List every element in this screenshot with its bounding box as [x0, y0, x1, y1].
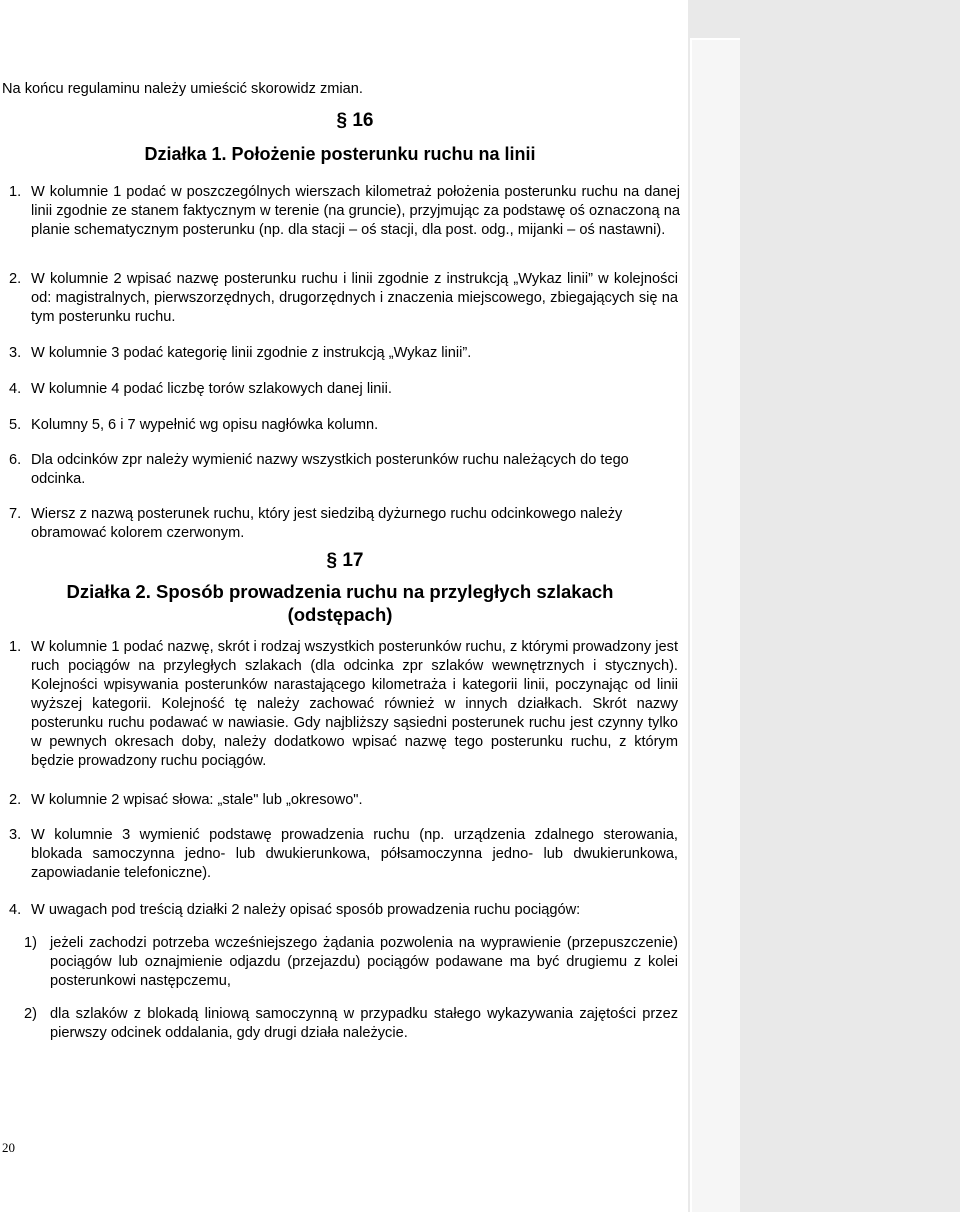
item-number: 4. — [9, 381, 22, 397]
item-text: W kolumnie 4 podać liczbę torów szlakowych danej linii. — [31, 381, 392, 397]
item-number: 1. — [9, 639, 22, 655]
section-17-sign: § 17 — [326, 550, 364, 571]
comment-pane-edge — [690, 38, 740, 1212]
item-number: 6. — [9, 452, 22, 468]
item-text: W kolumnie 2 wpisać nazwę posterunku ruchu i linii zgodnie z instrukcją „Wykaz linii” w kolejności od: magistralnych, pierwszorzędnych, drugorzędnych i znaczenia miejscowego, zbiegających się na tym posterunku ruchu. — [31, 271, 678, 325]
item-text: W kolumnie 2 wpisać słowa: „stale" lub „okresowo". — [31, 792, 363, 808]
page-number: 20 — [2, 1140, 15, 1155]
item-number: 4. — [9, 902, 22, 918]
section-17-heading-line-1: Działka 2. Sposób prowadzenia ruchu na przyległych szlakach — [66, 581, 614, 602]
item-number: 1. — [9, 184, 22, 200]
item-number: 2. — [9, 271, 22, 287]
item-text: Kolumny 5, 6 i 7 wypełnić wg opisu nagłówka kolumn. — [31, 417, 379, 433]
item-number: 2. — [9, 792, 22, 808]
subitem-number: 2) — [24, 1006, 37, 1022]
item-number: 5. — [9, 417, 22, 433]
item-number: 7. — [9, 506, 22, 522]
item-text: W kolumnie 3 wymienić podstawę prowadzenia ruchu (np. urządzenia zdalnego sterowania, blokada samoczynna jedno- lub dwukierunkowa, półsamoczynna jedno- lub dwukierunkowa, zapowiadanie telefoniczne). — [31, 827, 678, 881]
subitem-number: 1) — [24, 935, 37, 951]
section-16-sign: § 16 — [336, 110, 374, 131]
section-17-heading-line-2: (odstępach) — [287, 604, 393, 625]
item-number: 3. — [9, 345, 22, 361]
intro-paragraph: Na końcu regulaminu należy umieścić skorowidz zmian. — [2, 81, 363, 97]
item-text: W kolumnie 3 podać kategorię linii zgodnie z instrukcją „Wykaz linii”. — [31, 345, 472, 361]
item-text: W uwagach pod treścią działki 2 należy opisać sposób prowadzenia ruchu pociągów: — [31, 902, 581, 918]
subitem-text: jeżeli zachodzi potrzeba wcześniejszego żądania pozwolenia na wyprawienie (przepuszczenie) pociągów lub oznajmienie odjazdu (przejazdu) pociągów podawane ma być drugiemu z kolei posterunkowi następczemu, — [50, 935, 678, 989]
item-text: Wiersz z nazwą posterunek ruchu, który jest siedzibą dyżurnego ruchu odcinkowego należy obramować kolorem czerwonym. — [31, 506, 623, 541]
item-text: Dla odcinków zpr należy wymienić nazwy wszystkich posterunków ruchu należących do tego odcinka. — [31, 452, 629, 487]
item-text: W kolumnie 1 podać w poszczególnych wierszach kilometraż położenia posterunku ruchu na danej linii zgodnie ze stanem faktycznym w terenie (na gruncie), przyjmując za podstawę oś oznaczoną na planie schematycznym posterunku (np. dla stacji – oś stacji, dla post. odg., mijanki – oś nastawni). — [31, 184, 680, 238]
item-number: 3. — [9, 827, 22, 843]
subitem-text: dla szlaków z blokadą liniową samoczynną w przypadku stałego wykazywania zajętości przez pierwszy odcinek oddalania, gdy drugi działa należycie. — [50, 1006, 678, 1041]
item-text: W kolumnie 1 podać nazwę, skrót i rodzaj wszystkich posterunków ruchu, z którymi prowadzony jest ruch pociągów na przyległych szlakach (dla odcinka zpr szlaków wewnętrznych i stycznych). Kolejności wpisywania posterunków narastającego kilometraża i kategorii linii, poczynając od linii wyższej kategorii. Kolejność tę należy zachować również w innych działkach. Skrót nazwy posterunku ruchu podawać w nawiasie. Gdy najbliższy sąsiedni posterunek ruchu jest czynny tylko w pewnych okresach doby, należy dodatkowo wpisać nazwę tego posterunku ruchu, z którym będzie prowadzony ruchu pociągów. — [31, 639, 678, 769]
section-16-heading: Działka 1. Położenie posterunku ruchu na linii — [144, 144, 536, 164]
